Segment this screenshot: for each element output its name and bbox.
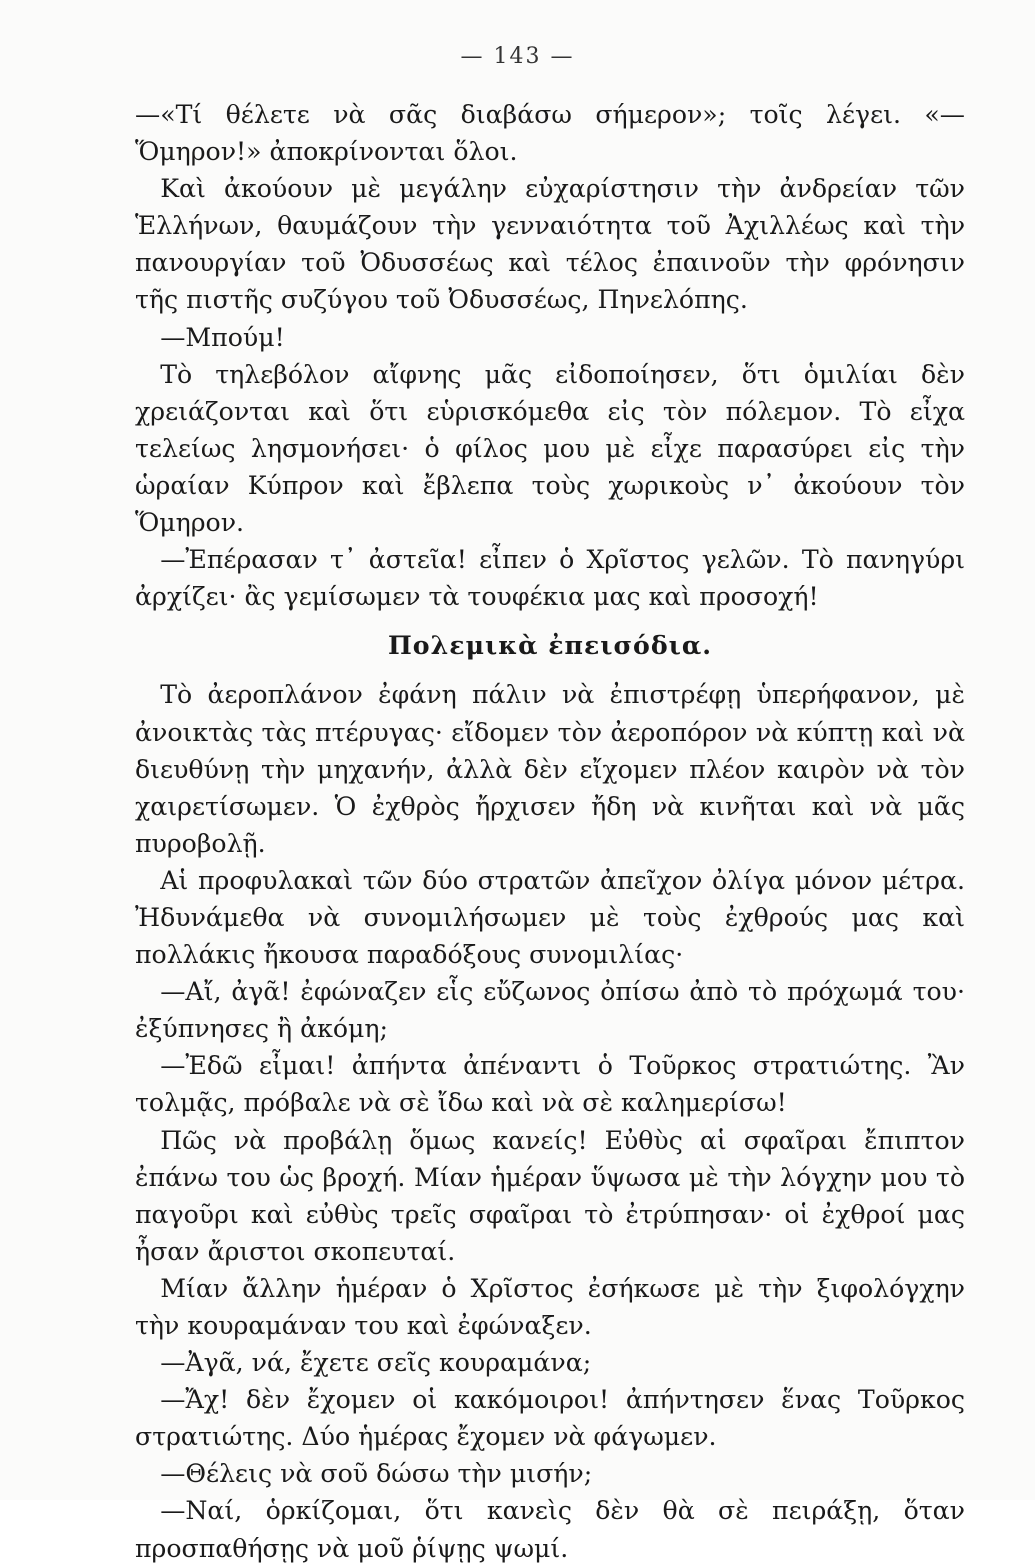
- paragraph: —Μπούμ!: [160, 322, 285, 352]
- paragraph: —Θέλεις νὰ σοῦ δώσω τὴν μισήν;: [160, 1459, 593, 1489]
- body-text: [135, 96, 965, 1567]
- paragraph: —Ἄχ! δὲν ἔχομεν οἱ κακόμοιροι! ἀπήντησεν ἕνας Τοῦρκος στρατιώτης. Δύο ἡμέρας ἔχομεν νὰ φάγωμεν.: [135, 1385, 965, 1452]
- paragraph: Μίαν ἄλλην ἡμέραν ὁ Χρῖστος ἐσήκωσε μὲ τὴν ξιφολόγχην τὴν κουραμάναν του καὶ ἐφώναξεν.: [135, 1273, 965, 1340]
- paragraph: Καὶ ἀκούουν μὲ μεγάλην εὐχαρίστησιν τὴν ἀνδρείαν τῶν Ἑλλήνων, θαυμάζουν τὴν γενναιότητα τοῦ Ἀχιλλέως καὶ τὴν πανουργίαν τοῦ Ὀδυσσέως καὶ τέλος ἐπαινοῦν τὴν φρόνησιν τῆς πιστῆς συζύγου τοῦ Ὀδυσσέως, Πηνελόπης.: [135, 174, 965, 315]
- paragraph: —«Τί θέλετε νὰ σᾶς διαβάσω σήμερον»; τοῖς λέγει. «—Ὅμηρον!» ἀποκρίνονται ὅλοι.: [135, 100, 965, 167]
- paragraph: —Ναί, ὁρκίζομαι, ὅτι κανεὶς δὲν θὰ σὲ πειράξῃ, ὅταν προσπαθήσῃς νὰ μοῦ ῥίψῃς ψωμί.: [135, 1496, 965, 1563]
- paragraph: Τὸ τηλεβόλον αἴφνης μᾶς εἰδοποίησεν, ὅτι ὁμιλίαι δὲν χρειάζονται καὶ ὅτι εὑρισκόμεθα εἰς τὸν πόλεμον. Τὸ εἶχα τελείως λησμονήσει· ὁ φίλος μου μὲ εἶχε παρασύρει εἰς τὴν ὡραίαν Κύπρον καὶ ἔβλεπα τοὺς χωρικοὺς ν᾽ ἀκούουν τὸν Ὅμηρον.: [135, 359, 965, 538]
- paragraph: Πῶς νὰ προβάλῃ ὅμως κανείς! Εὐθὺς αἱ σφαῖραι ἔπιπτον ἐπάνω του ὡς βροχή. Μίαν ἡμέραν ὕψωσα μὲ τὴν λόγχην μου τὸ παγοῦρι καὶ εὐθὺς τρεῖς σφαῖραι τὸ ἐτρύπησαν· οἱ ἐχθροί μας ἦσαν ἄριστοι σκοπευταί.: [135, 1125, 965, 1266]
- paragraph: —Ἐδῶ εἶμαι! ἀπήντα ἀπέναντι ὁ Τοῦρκος στρατιώτης. Ἂν τολμᾷς, πρόβαλε νὰ σὲ ἴδω καὶ νὰ σὲ καλημερίσω!: [135, 1051, 965, 1118]
- page-number: — 143 —: [460, 44, 575, 69]
- paragraph: —Αἴ, ἀγᾶ! ἐφώναζεν εἷς εὔζωνος ὀπίσω ἀπὸ τὸ πρόχωμά του· ἐξύπνησες ἢ ἀκόμη;: [135, 977, 965, 1044]
- paragraph: Αἱ προφυλακαὶ τῶν δύο στρατῶν ἀπεῖχον ὀλίγα μόνον μέτρα. Ἠδυνάμεθα νὰ συνομιλήσωμεν μὲ τοὺς ἐχθρούς μας καὶ πολλάκις ἤκουσα παραδόξους συνομιλίας·: [135, 865, 965, 970]
- paragraph: —Ἀγᾶ, νά, ἔχετε σεῖς κουραμάνα;: [160, 1348, 592, 1378]
- paragraph: —Ἐπέρασαν τ᾽ ἀστεῖα! εἶπεν ὁ Χρῖστος γελῶν. Τὸ πανηγύρι ἀρχίζει· ἂς γεμίσωμεν τὰ τουφέκια μας καὶ προσοχή!: [135, 545, 965, 612]
- section-heading: Πολεμικὰ ἐπεισόδια.: [388, 630, 712, 661]
- paragraph: Τὸ ἀεροπλάνον ἐφάνη πάλιν νὰ ἐπιστρέφῃ ὑπερήφανον, μὲ ἀνοικτὰς τὰς πτέρυγας· εἴδομεν τὸν ἀεροπόρον νὰ κύπτῃ καὶ νὰ διευθύνῃ τὴν μηχανήν, ἀλλὰ δὲν εἴχομεν πλέον καιρὸν νὰ τὸν χαιρετίσωμεν. Ὁ ἐχθρὸς ἤρχισεν ἤδη νὰ κινῆται καὶ νὰ μᾶς πυροβολῇ.: [135, 680, 965, 858]
